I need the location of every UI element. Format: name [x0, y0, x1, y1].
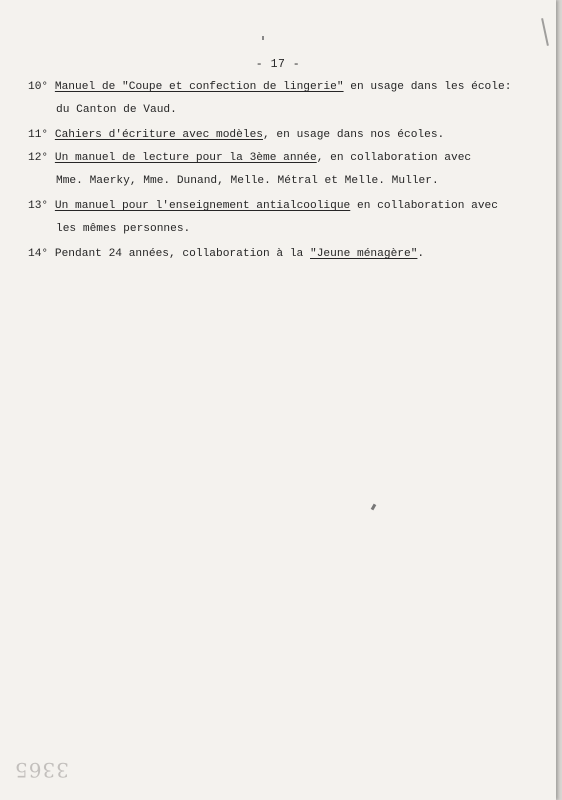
page-number: - 17 -: [255, 58, 301, 71]
list-item-line: [28, 76, 548, 99]
item-text: [48, 152, 55, 164]
item-continuation: Mme. Maerky, Mme. Dunand, Melle. Métral et Melle. Muller.: [56, 175, 439, 187]
item-text: [48, 129, 55, 141]
list-item-line: [28, 147, 548, 170]
item-number: 13°: [28, 200, 49, 212]
item-text: en usage dans les école:: [343, 81, 512, 93]
list-item: [28, 76, 548, 122]
item-number: 11°: [28, 129, 49, 141]
item-title: "Jeune ménagère": [310, 248, 418, 260]
list-item-line: [28, 243, 548, 266]
item-text: .: [417, 248, 425, 260]
archive-stamp: 3365: [14, 758, 69, 782]
list-item: [28, 195, 548, 241]
item-number: 10°: [28, 81, 49, 93]
ink-speck: [371, 504, 377, 511]
list-item-line: [28, 195, 548, 218]
item-title: Un manuel pour l'enseignement antialcoolique: [54, 200, 351, 212]
item-title: Manuel de "Coupe et confection de lingerie": [54, 81, 344, 93]
item-continuation: les mêmes personnes.: [56, 223, 191, 235]
ink-speck: [262, 36, 264, 40]
item-continuation: du Canton de Vaud.: [56, 104, 177, 116]
item-number: 12°: [28, 152, 49, 164]
list-item: [28, 124, 548, 147]
list-item-line: [28, 124, 548, 147]
list-item: [28, 243, 548, 266]
item-text: en collaboration avec: [350, 200, 498, 212]
item-title: Cahiers d'écriture avec modèles: [54, 129, 263, 141]
pen-mark: [541, 18, 549, 46]
item-text: Pendant 24 années, collaboration à la: [48, 248, 310, 260]
item-number: 14°: [28, 248, 49, 260]
item-text: [48, 200, 55, 212]
list-item: [28, 147, 548, 193]
item-text: , en usage dans nos écoles.: [263, 129, 445, 141]
item-text: [48, 81, 55, 93]
item-text: , en collaboration avec: [316, 152, 472, 164]
item-title: Un manuel de lecture pour la 3ème année: [54, 152, 317, 164]
